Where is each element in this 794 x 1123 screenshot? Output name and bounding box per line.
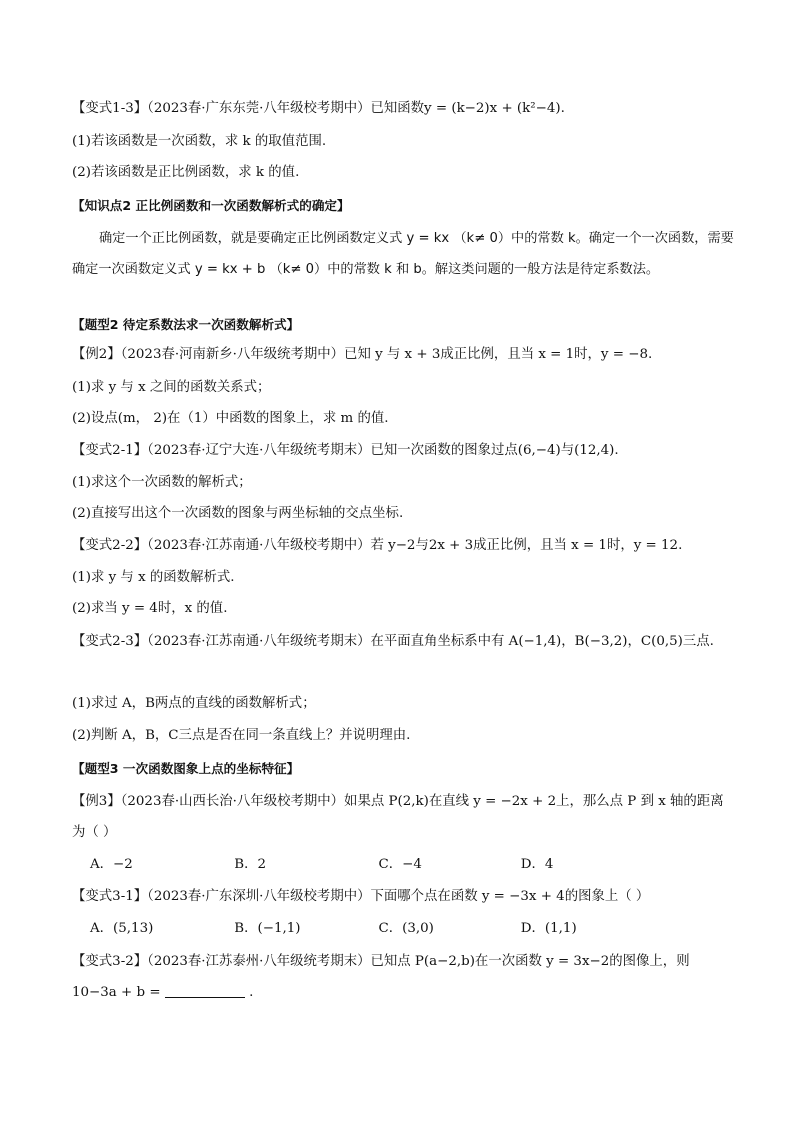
option-c: C．−4 — [378, 857, 422, 872]
variant-1-3-q1: (1)若该函数是一次函数，求 k 的取值范围. — [72, 134, 327, 149]
variant-2-3-q2: (2)判断 A，B，C三点是否在同一条直线上？并说明理由. — [72, 728, 411, 743]
period: . — [249, 985, 254, 1000]
example-3-options — [90, 855, 734, 875]
answer-blank[interactable] — [165, 983, 245, 998]
variant-3-2-line2 — [72, 983, 734, 1003]
question-type-2-heading: 【题型2 待定系数法求一次函数解析式】 — [72, 317, 300, 332]
variant-1-3-q2: (2)若该函数是正比例函数，求 k 的值. — [72, 165, 300, 180]
option-d: D．(1,1) — [520, 921, 577, 936]
variant-3-2: 【变式3-2】（2023春·江苏泰州·八年级统考期末）已知点 P(a−2,b)在一次函数 y = 3x−2的图像上，则 — [72, 954, 690, 969]
example-2-q1: (1)求 y 与 x 之间的函数关系式； — [72, 380, 271, 395]
expression: 10−3a + b = — [72, 985, 161, 1000]
variant-3-1-options — [90, 919, 734, 939]
knowledge-point-2-heading: 【知识点2 正比例函数和一次函数解析式的确定】 — [72, 198, 350, 213]
example-2-q2: (2)设点(m， 2)在（1）中函数的图象上，求 m 的值. — [72, 411, 389, 426]
option-b: B．2 — [234, 857, 267, 872]
example-3: 【例3】（2023春·山西长治·八年级校考期中）如果点 P(2,k)在直线 y = −2x + 2上，那么点 P 到 x 轴的距离为（ ） — [72, 794, 724, 840]
option-b: B．(−1,1) — [234, 921, 301, 936]
variant-3-1: 【变式3-1】（2023春·广东深圳·八年级校考期中）下面哪个点在函数 y = −3x + 4的图象上（ ） — [72, 889, 650, 904]
knowledge-point-2-paragraph: 确定一个正比例函数，就是要确定正比例函数定义式 y = kx （k≠ 0）中的常数 k。确定一个一次函数，需要确定一次函数定义式 y = kx + b （k≠ 0）中的常数 k 和 b。解这类问题的一般方法是待定系数法。 — [72, 231, 734, 277]
variant-2-1: 【变式2-1】（2023春·辽宁大连·八年级统考期末）已知一次函数的图象过点(6,−4)与(12,4). — [72, 443, 619, 458]
variant-2-3-q1: (1)求过 A，B两点的直线的函数解析式； — [72, 696, 316, 711]
variant-2-1-q2: (2)直接写出这个一次函数的图象与两坐标轴的交点坐标. — [72, 506, 404, 521]
variant-1-3: 【变式1-3】（2023春·广东东莞·八年级校考期中）已知函数y = (k−2)x + (k²−4). — [72, 101, 565, 116]
variant-2-2-q2: (2)求当 y = 4时，x 的值. — [72, 601, 228, 616]
variant-2-2: 【变式2-2】（2023春·江苏南通·八年级校考期中）若 y−2与2x + 3成正比例，且当 x = 1时，y = 12. — [72, 538, 683, 553]
example-2: 【例2】（2023春·河南新乡·八年级统考期中）已知 y 与 x + 3成正比例，且当 x = 1时，y = −8. — [72, 347, 653, 362]
variant-2-3: 【变式2-3】（2023春·江苏南通·八年级统考期末）在平面直角坐标系中有 A(−1,4)，B(−3,2)，C(0,5)三点. — [72, 634, 714, 649]
option-a: A．(5,13) — [90, 921, 154, 936]
option-a: A．−2 — [90, 857, 133, 872]
variant-2-1-q1: (1)求这个一次函数的解析式； — [72, 475, 252, 490]
variant-2-2-q1: (1)求 y 与 x 的函数解析式. — [72, 570, 235, 585]
question-type-3-heading: 【题型3 一次函数图象上点的坐标特征】 — [72, 761, 300, 776]
option-c: C．(3,0) — [378, 921, 434, 936]
option-d: D．4 — [520, 857, 554, 872]
